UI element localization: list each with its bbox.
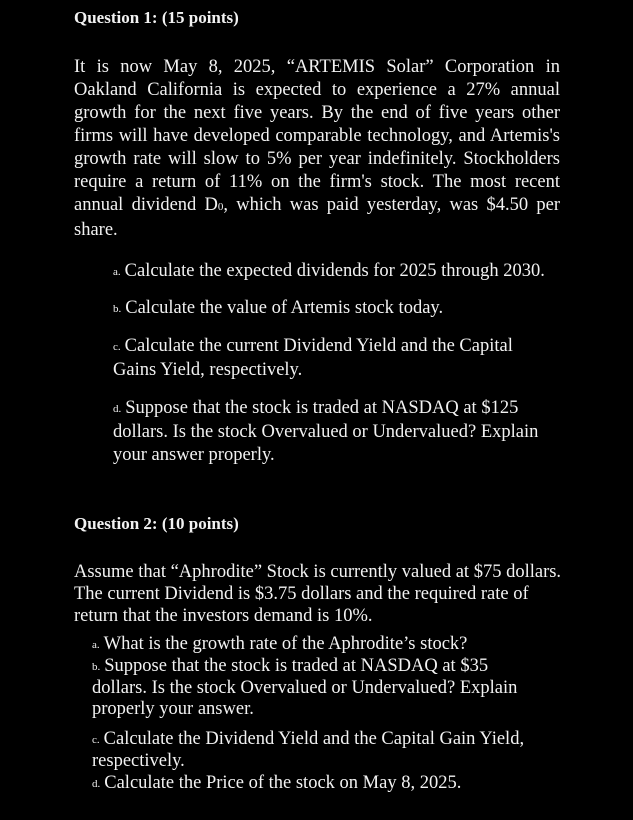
- question-2-item-b: [92, 656, 532, 720]
- item-text: Suppose that the stock is traded at NASDAQ at $125 dollars. Is the stock Overvalued or Undervalued? Explain your answer properly.: [113, 398, 539, 465]
- item-label: c.: [113, 341, 121, 353]
- question-2-item-d: [92, 773, 572, 795]
- question-1-item-c: [113, 335, 553, 382]
- item-text: Calculate the current Dividend Yield and the Capital Gains Yield, respectively.: [113, 336, 513, 380]
- item-label: b.: [92, 661, 101, 673]
- question-1-text-part-2: , which was paid yesterday, was $4.50 per share.: [74, 195, 560, 240]
- item-text: Suppose that the stock is traded at NASDAQ at $35 dollars. Is the stock Overvalued or Undervalued? Explain properly your answer.: [92, 656, 518, 719]
- item-label: d.: [113, 403, 122, 415]
- question-2-heading: Question 2: (10 points): [74, 514, 239, 533]
- item-label: d.: [92, 778, 101, 790]
- question-2-item-a: [92, 634, 562, 656]
- item-text: What is the growth rate of the Aphrodite’s stock?: [103, 634, 468, 654]
- item-text: Calculate the Price of the stock on May 8, 2025.: [104, 773, 462, 793]
- item-label: a.: [113, 266, 121, 278]
- question-2-text: Assume that “Aphrodite” Stock is currently valued at $75 dollars. The current Dividend is $3.75 dollars and the required rate of return that the investors demand is 10%.: [74, 562, 562, 626]
- question-1-item-d: [113, 397, 553, 467]
- item-label: b.: [113, 303, 122, 315]
- item-label: a.: [92, 639, 100, 651]
- item-text: Calculate the Dividend Yield and the Capital Gain Yield, respectively.: [92, 729, 525, 771]
- dividend-subscript: 0: [217, 201, 224, 213]
- question-1-text: [74, 56, 560, 242]
- item-text: Calculate the value of Artemis stock today.: [125, 298, 444, 318]
- question-1-text-part-1: It is now May 8, 2025, “ARTEMIS Solar” Corporation in Oakland California is expected to experience a 27% annual growth for the next five years. By the end of five years other firms will have developed comparable technology, and Artemis's growth rate will slow to 5% per year indefinitely. Stockholders require a return of 11% on the firm's stock. The most recent annual dividend D: [74, 57, 560, 215]
- question-1-heading: Question 1: (15 points): [74, 8, 239, 27]
- question-2-item-c: [92, 729, 572, 772]
- item-text: Calculate the expected dividends for 2025 through 2030.: [124, 261, 545, 281]
- question-1-item-b: [113, 297, 593, 321]
- item-label: c.: [92, 734, 100, 746]
- question-1-item-a: [113, 260, 593, 284]
